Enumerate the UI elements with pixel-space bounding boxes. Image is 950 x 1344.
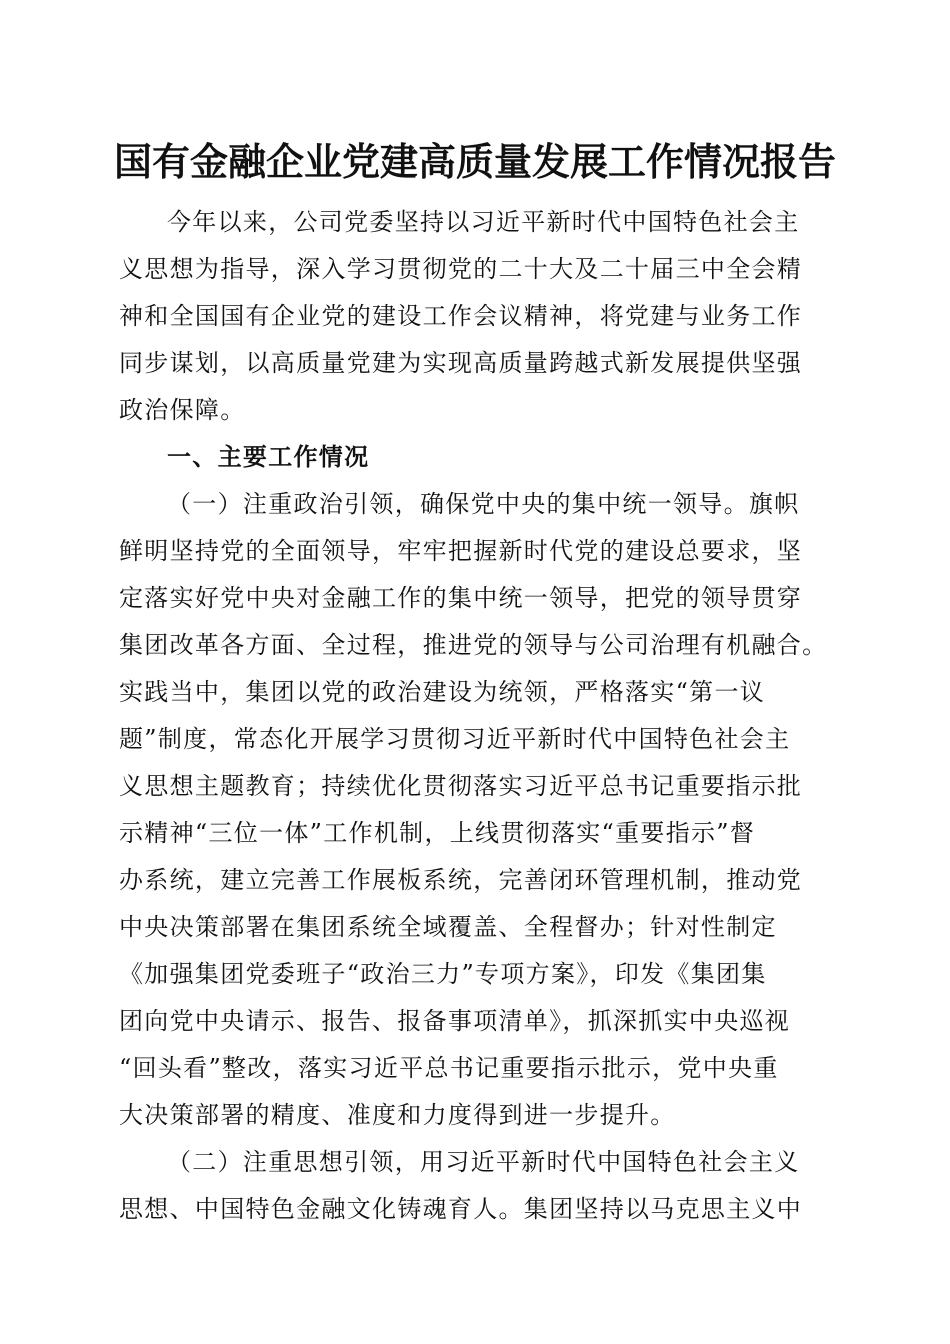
paragraph-line: 中央决策部署在集团系统全域覆盖、全程督办；针对性制定 [119, 913, 777, 941]
paragraph-line: 思想、中国特色金融文化铸魂育人。集团坚持以马克思主义中 [119, 1195, 803, 1223]
section-heading-block [119, 434, 810, 481]
section-heading: 一、主要工作情况 [167, 443, 370, 471]
paragraph-line: 团向党中央请示、报告、报备事项清单》，抓深抓实中央巡视 [119, 1007, 791, 1035]
paragraph-line: 义思想主题教育；持续优化贯彻落实习近平总书记重要指示批 [119, 772, 803, 800]
section-two-paragraph [119, 1139, 810, 1233]
document-title: 国有金融企业党建高质量发展工作情况报告 [113, 139, 836, 184]
paragraph-line: 定落实好党中央对金融工作的集中统一领导，把党的领导贯穿 [119, 584, 803, 612]
paragraph-line: 《加强集团党委班子“政治三力”专项方案》，印发《集团集 [119, 960, 767, 988]
paragraph-line: 示精神“三位一体”工作机制，上线贯彻落实“重要指示”督 [119, 819, 756, 847]
section-one-paragraph [119, 481, 828, 1139]
paragraph-line: 同步谋划，以高质量党建为实现高质量跨越式新发展提供坚强 [119, 349, 803, 377]
paragraph-line: 鲜明坚持党的全面领导，牢牢把握新时代党的建设总要求，坚 [119, 537, 803, 565]
paragraph-line: 集团改革各方面、全过程，推进党的领导与公司治理有机融合。 [119, 631, 828, 659]
paragraph-line: 政治保障。 [119, 396, 246, 424]
paragraph-line: 今年以来，公司党委坚持以习近平新时代中国特色社会主 [167, 208, 800, 236]
paragraph-line: 办系统，建立完善工作展板系统，完善闭环管理机制，推动党 [119, 866, 803, 894]
intro-paragraph [119, 199, 810, 434]
paragraph-line: 神和全国国有企业党的建设工作会议精神，将党建与业务工作 [119, 302, 803, 330]
paragraph-line: 实践当中，集团以党的政治建设为统领，严格落实“第一议 [119, 678, 766, 706]
paragraph-line: 大决策部署的精度、准度和力度得到进一步提升。 [119, 1101, 676, 1129]
paragraph-line: “回头看”整改，落实习近平总书记重要指示批示，党中央重 [119, 1054, 779, 1082]
paragraph-line: （二）注重思想引领，用习近平新时代中国特色社会主义 [167, 1148, 800, 1176]
paragraph-line: 义思想为指导，深入学习贯彻党的二十大及二十届三中全会精 [119, 255, 803, 283]
paragraph-line: （一）注重政治引领，确保党中央的集中统一领导。旗帜 [167, 490, 800, 518]
paragraph-line: 题”制度，常态化开展学习贯彻习近平新时代中国特色社会主 [119, 725, 791, 753]
document-body [119, 199, 828, 1233]
